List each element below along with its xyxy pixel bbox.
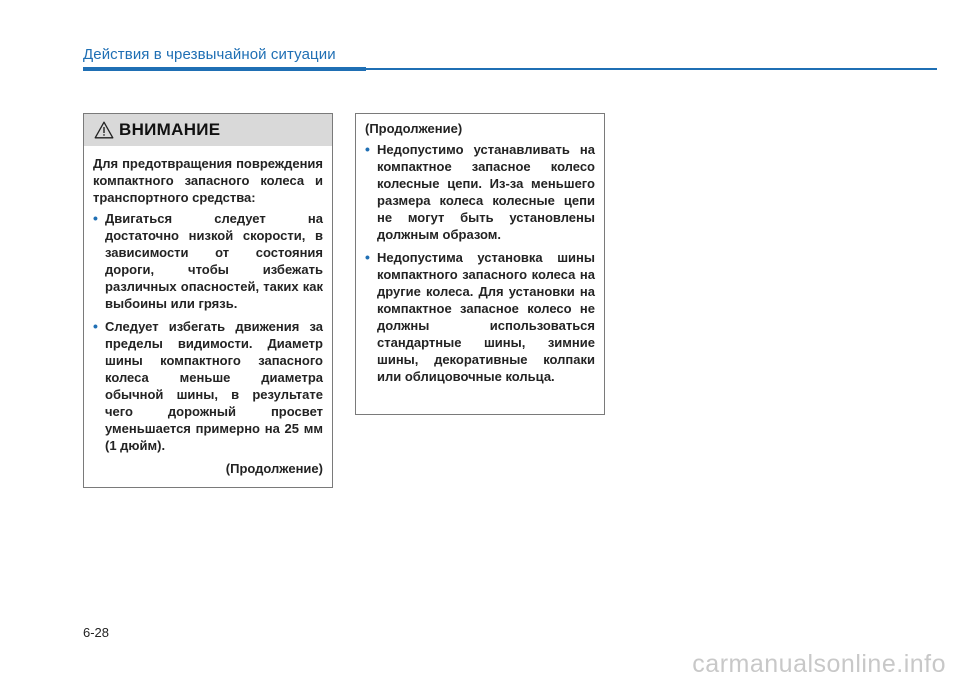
- watermark: carmanualsonline.info: [692, 650, 946, 678]
- continued-box-body: [356, 114, 604, 385]
- continued-label-top: (Продолжение): [365, 121, 463, 136]
- warning-bullet-list: [93, 210, 323, 454]
- warning-bullet-1-text: Двигаться следует на достаточно низкой скорости, в зависимости от состояния дороги, чтобы избежать различных опасностей, таких как выбоины или грязь.: [105, 211, 323, 311]
- continued-label-bottom: (Продолжение): [225, 461, 323, 476]
- warning-bullet-2-text: Следует избегать движения за пределы видимости. Диаметр шины компактного запасного колеса меньше диаметра обычной шины, в результате чего дорожный просвет уменьшается примерно на 25 мм (1 дюйм).: [105, 319, 323, 453]
- section-title: Действия в чрезвычайной ситуации: [83, 46, 336, 63]
- bullet-dot-icon: •: [93, 210, 98, 226]
- bullet-dot-icon: •: [93, 318, 98, 334]
- continued-bullet-list: [365, 141, 595, 385]
- continued-bullet-1-text: Недопустимо устанавливать на компактное запасное колесо колесные цепи. Из-за меньшего размера колеса колесные цепи не могут быть установлены должным образом.: [377, 142, 595, 242]
- warning-triangle-icon: [94, 121, 114, 139]
- continued-bullet-2-text: Недопустима установка шины компактного запасного колеса на другие колеса. Для установки на компактное запасное колесо не должны использоваться стандартные шины, зимние шины, декоративные колпаки или облицовочные кольца.: [377, 250, 595, 384]
- continued-bullet-1: [365, 141, 595, 243]
- bullet-dot-icon: •: [365, 249, 370, 265]
- warning-box: [83, 113, 333, 488]
- page-number: 6-28: [83, 625, 110, 640]
- continued-box: [355, 113, 605, 415]
- header-rule-thick: [83, 67, 366, 71]
- warning-box-body: [84, 146, 332, 477]
- warning-intro: Для предотвращения повреждения компактного запасного колеса и транспортного средства:: [93, 156, 323, 205]
- warning-bullet-1: [93, 210, 323, 312]
- bullet-dot-icon: •: [365, 141, 370, 157]
- warning-box-header: [84, 114, 332, 146]
- warning-bullet-2: [93, 318, 323, 454]
- continued-bullet-2: [365, 249, 595, 385]
- warning-title: ВНИМАНИЕ: [119, 120, 221, 139]
- header-rule-thin: [366, 68, 937, 70]
